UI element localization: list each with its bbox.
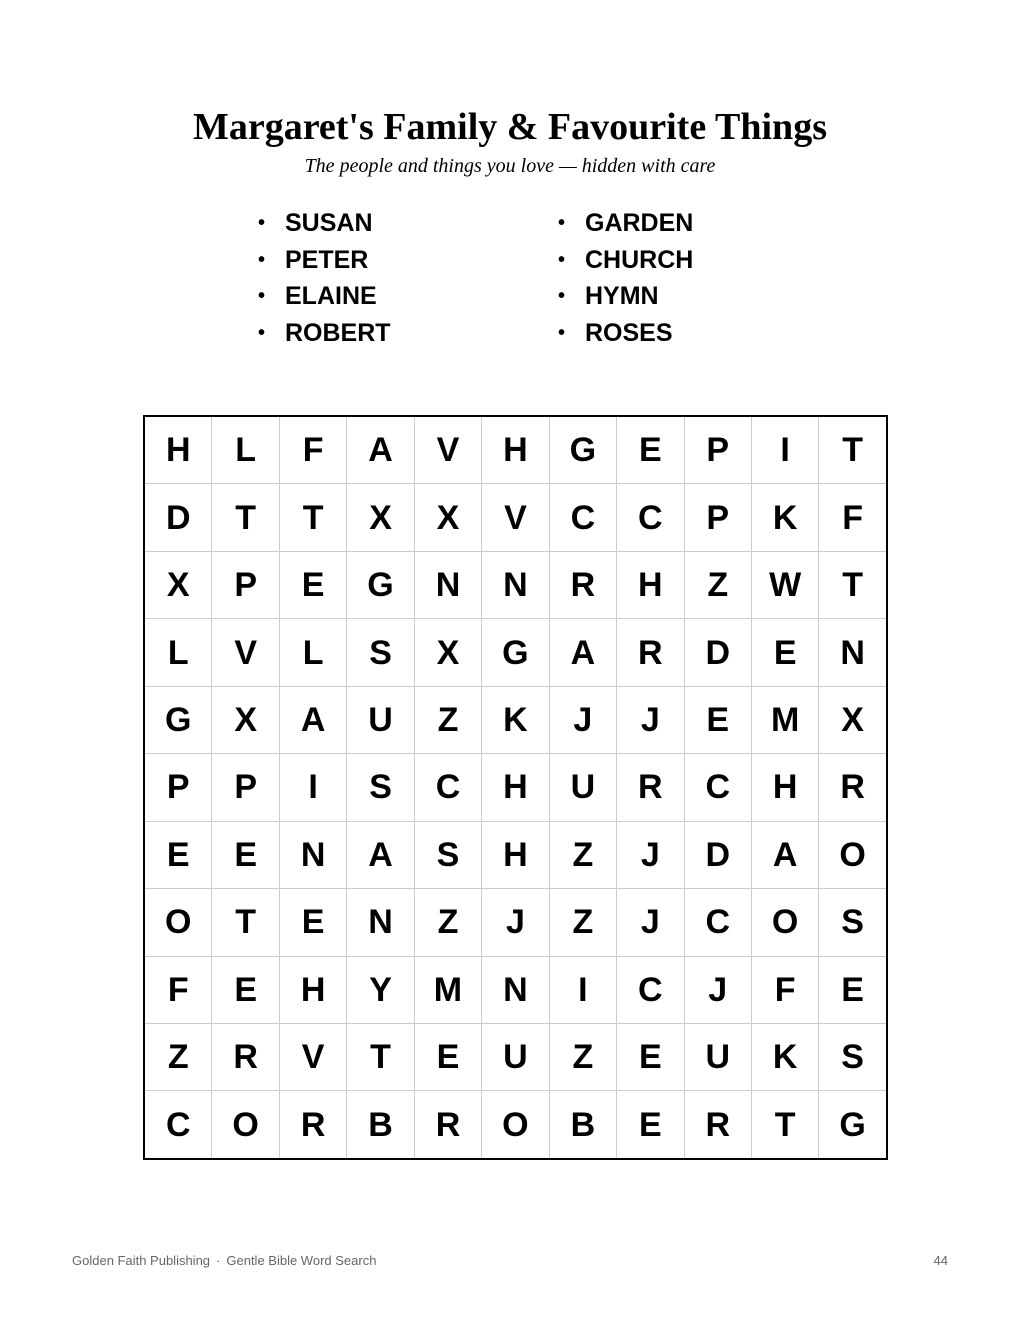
bullet-icon: • <box>258 248 266 271</box>
grid-cell: P <box>212 551 279 618</box>
word-label: CHURCH <box>585 245 694 274</box>
grid-cell: P <box>684 484 751 551</box>
bullet-icon: • <box>258 212 266 234</box>
grid-cell: A <box>347 821 414 888</box>
grid-cell: T <box>212 484 279 551</box>
word-list-item <box>258 205 391 242</box>
grid-cell: T <box>751 1091 818 1159</box>
grid-cell: S <box>347 619 414 686</box>
grid-cell: I <box>751 416 818 484</box>
grid-cell: V <box>482 484 549 551</box>
grid-cell: G <box>347 551 414 618</box>
grid-cell: S <box>347 754 414 821</box>
grid-cell: O <box>819 821 887 888</box>
grid-cell: E <box>617 416 684 484</box>
grid-row <box>144 551 887 618</box>
grid-row <box>144 619 887 686</box>
grid-cell: H <box>482 754 549 821</box>
grid-cell: V <box>279 1023 346 1090</box>
grid-cell: G <box>549 416 616 484</box>
grid-cell: E <box>212 821 279 888</box>
grid-cell: O <box>144 889 212 956</box>
grid-cell: R <box>212 1023 279 1090</box>
grid-cell: X <box>414 619 481 686</box>
grid-cell: J <box>617 889 684 956</box>
bullet-icon: • <box>258 322 266 345</box>
grid-row <box>144 484 887 551</box>
grid-cell: D <box>684 821 751 888</box>
grid-cell: T <box>819 551 887 618</box>
bullet-icon: • <box>558 248 566 271</box>
word-list-column-2 <box>558 205 693 352</box>
grid-cell: N <box>482 956 549 1023</box>
grid-cell: K <box>751 484 818 551</box>
grid-cell: M <box>751 686 818 753</box>
bullet-icon: • <box>258 285 266 308</box>
grid-cell: Z <box>549 1023 616 1090</box>
grid-cell: C <box>414 754 481 821</box>
grid-row <box>144 686 887 753</box>
grid-cell: K <box>482 686 549 753</box>
grid-cell: E <box>751 619 818 686</box>
bullet-icon: • <box>558 322 566 345</box>
grid-cell: N <box>347 889 414 956</box>
page-title: Margaret's Family & Favourite Things <box>193 106 827 148</box>
word-label: HYMN <box>585 282 659 311</box>
grid-row <box>144 889 887 956</box>
grid-cell: R <box>684 1091 751 1159</box>
page-subtitle: The people and things you love — hidden with care <box>304 155 716 177</box>
grid-cell: F <box>279 416 346 484</box>
grid-cell: E <box>144 821 212 888</box>
grid-cell: N <box>414 551 481 618</box>
grid-cell: R <box>549 551 616 618</box>
grid-cell: P <box>684 416 751 484</box>
page-number: 44 <box>933 1253 948 1268</box>
word-label: ELAINE <box>285 282 377 311</box>
grid-cell: E <box>819 956 887 1023</box>
grid-cell: J <box>617 686 684 753</box>
grid-cell: A <box>751 821 818 888</box>
grid-row <box>144 821 887 888</box>
footer-publisher-line <box>72 1253 376 1269</box>
grid-cell: E <box>414 1023 481 1090</box>
grid-cell: N <box>279 821 346 888</box>
grid-cell: Z <box>414 889 481 956</box>
grid-cell: G <box>482 619 549 686</box>
grid-cell: R <box>617 754 684 821</box>
grid-cell: T <box>279 484 346 551</box>
grid-cell: P <box>212 754 279 821</box>
grid-cell: N <box>819 619 887 686</box>
word-list-item <box>558 315 693 352</box>
grid-cell: T <box>819 416 887 484</box>
bullet-icon: • <box>558 285 566 308</box>
grid-cell: D <box>684 619 751 686</box>
grid-cell: X <box>819 686 887 753</box>
grid-cell: A <box>347 416 414 484</box>
grid-cell: F <box>819 484 887 551</box>
grid-cell: O <box>751 889 818 956</box>
grid-cell: T <box>212 889 279 956</box>
grid-cell: R <box>819 754 887 821</box>
grid-cell: E <box>617 1023 684 1090</box>
word-list-item <box>258 278 391 315</box>
word-label: SUSAN <box>285 209 373 237</box>
footer-publisher: Golden Faith Publishing <box>72 1253 211 1268</box>
word-list-item <box>258 315 391 352</box>
grid-cell: X <box>144 551 212 618</box>
grid-cell: H <box>144 416 212 484</box>
grid-cell: Z <box>684 551 751 618</box>
grid-cell: U <box>347 686 414 753</box>
grid-cell: L <box>212 416 279 484</box>
grid-cell: H <box>617 551 684 618</box>
grid-cell: C <box>144 1091 212 1159</box>
grid-cell: F <box>144 956 212 1023</box>
footer-series: Gentle Bible Word Search <box>226 1253 377 1268</box>
grid-cell: S <box>414 821 481 888</box>
grid-cell: L <box>144 619 212 686</box>
grid-cell: A <box>549 619 616 686</box>
grid-cell: E <box>684 686 751 753</box>
grid-cell: Y <box>347 956 414 1023</box>
grid-cell: J <box>684 956 751 1023</box>
grid-cell: E <box>617 1091 684 1159</box>
grid-row <box>144 416 887 484</box>
grid-cell: G <box>819 1091 887 1159</box>
grid-cell: H <box>482 416 549 484</box>
grid-cell: D <box>144 484 212 551</box>
grid-cell: R <box>279 1091 346 1159</box>
grid-cell: K <box>751 1023 818 1090</box>
word-list-item <box>258 242 391 279</box>
grid-cell: I <box>549 956 616 1023</box>
grid-row <box>144 956 887 1023</box>
word-label: ROBERT <box>285 319 391 348</box>
grid-cell: U <box>482 1023 549 1090</box>
word-list-item <box>558 205 693 242</box>
word-list-column-1 <box>258 205 391 352</box>
grid-cell: X <box>414 484 481 551</box>
grid-row <box>144 1091 887 1159</box>
grid-cell: Z <box>144 1023 212 1090</box>
grid-cell: C <box>684 754 751 821</box>
grid-row <box>144 754 887 821</box>
grid-cell: R <box>617 619 684 686</box>
grid-cell: C <box>684 889 751 956</box>
word-list-item <box>558 242 693 279</box>
grid-cell: X <box>212 686 279 753</box>
grid-cell: G <box>144 686 212 753</box>
word-label: GARDEN <box>585 209 694 237</box>
grid-cell: V <box>212 619 279 686</box>
grid-cell: C <box>549 484 616 551</box>
grid-cell: H <box>751 754 818 821</box>
grid-cell: J <box>482 889 549 956</box>
grid-cell: S <box>819 1023 887 1090</box>
grid-cell: J <box>549 686 616 753</box>
grid-cell: C <box>617 956 684 1023</box>
grid-cell: J <box>617 821 684 888</box>
grid-cell: F <box>751 956 818 1023</box>
grid-cell: I <box>279 754 346 821</box>
grid-cell: W <box>751 551 818 618</box>
grid-cell: U <box>549 754 616 821</box>
grid-cell: B <box>549 1091 616 1159</box>
grid-cell: S <box>819 889 887 956</box>
grid-cell: Z <box>414 686 481 753</box>
grid-cell: E <box>279 889 346 956</box>
word-list-item <box>558 278 693 315</box>
footer-separator: · <box>216 1253 221 1268</box>
word-search-grid <box>143 415 888 1160</box>
grid-cell: C <box>617 484 684 551</box>
grid-cell: R <box>414 1091 481 1159</box>
grid-cell: E <box>212 956 279 1023</box>
grid-cell: P <box>144 754 212 821</box>
grid-cell: M <box>414 956 481 1023</box>
grid-cell: V <box>414 416 481 484</box>
grid-cell: A <box>279 686 346 753</box>
grid-cell: E <box>279 551 346 618</box>
grid-cell: H <box>482 821 549 888</box>
grid-cell: O <box>212 1091 279 1159</box>
grid-cell: O <box>482 1091 549 1159</box>
grid-cell: B <box>347 1091 414 1159</box>
grid-cell: H <box>279 956 346 1023</box>
grid-cell: U <box>684 1023 751 1090</box>
grid-cell: T <box>347 1023 414 1090</box>
bullet-icon: • <box>558 212 566 234</box>
grid-cell: Z <box>549 821 616 888</box>
grid-cell: X <box>347 484 414 551</box>
word-label: PETER <box>285 245 369 274</box>
grid-cell: N <box>482 551 549 618</box>
word-label: ROSES <box>585 319 673 348</box>
grid-row <box>144 1023 887 1090</box>
grid-cell: Z <box>549 889 616 956</box>
grid-cell: L <box>279 619 346 686</box>
